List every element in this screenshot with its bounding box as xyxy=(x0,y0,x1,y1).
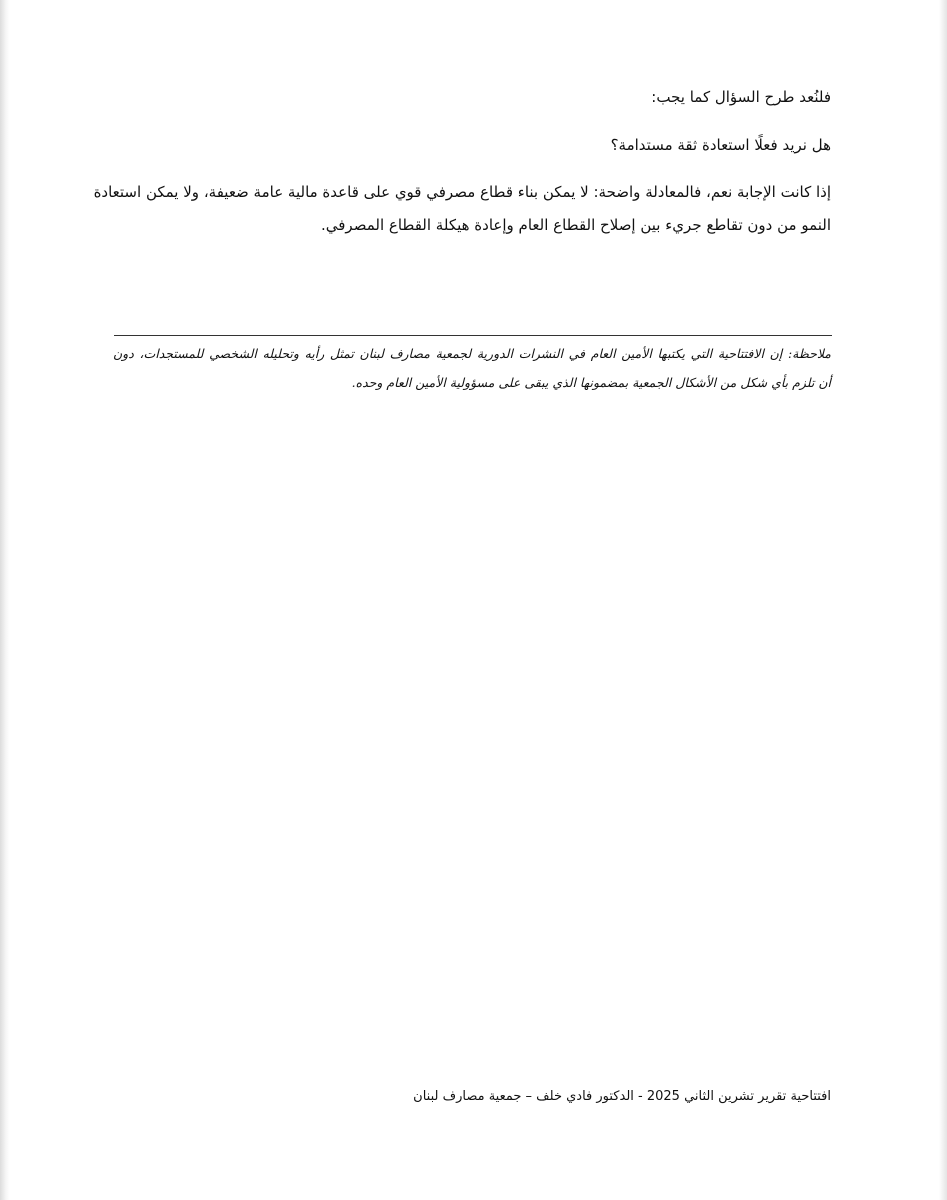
body-line-answer-1: إذا كانت الإجابة نعم، فالمعادلة واضحة: لا يمكن بناء قطاع مصرفي قوي على قاعدة مالية عامة ضعيفة، ولا يمكن استعادة xyxy=(93,183,831,201)
page-footer: افتتاحية تقرير تشرين الثاني 2025 - الدكتور فادي خلف – جمعية مصارف لبنان xyxy=(413,1089,831,1104)
body-line-question: هل نريد فعلًا استعادة ثقة مستدامة؟ xyxy=(610,136,831,154)
disclaimer-note-line-2: أن تلزم بأي شكل من الأشكال الجمعية بمضمونها الذي يبقى على مسؤولية الأمين العام وحده. xyxy=(351,375,831,390)
page-shadow-left xyxy=(0,0,10,1200)
page-shadow-right xyxy=(939,0,947,1200)
body-line-question-intro: فلنُعد طرح السؤال كما يجب: xyxy=(651,88,831,106)
disclaimer-note-line-1: ملاحظة: إن الافتتاحية التي يكتبها الأمين العام في النشرات الدورية لجمعية مصارف لبنان تمثل رأيه وتحليله الشخصي للمستجدات، دون xyxy=(113,346,831,361)
footnote-separator xyxy=(114,335,832,336)
body-line-answer-2: النمو من دون تقاطع جريء بين إصلاح القطاع العام وإعادة هيكلة القطاع المصرفي. xyxy=(320,216,831,234)
